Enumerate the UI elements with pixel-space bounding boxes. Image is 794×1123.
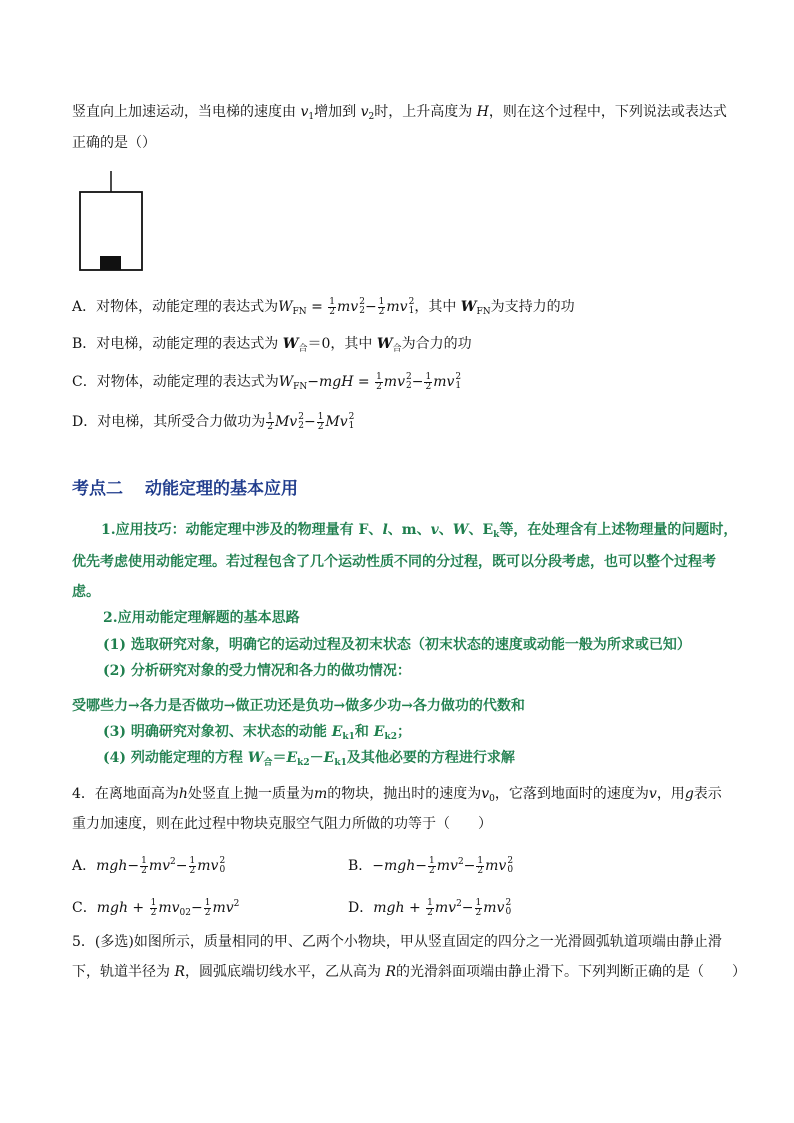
subscript: 2 <box>359 306 365 316</box>
text: 增加到 <box>314 104 361 120</box>
var-mv: mv <box>433 374 455 390</box>
superscript: 2 <box>170 857 176 867</box>
subscript: k2 <box>297 758 310 768</box>
var-mgh: mgh <box>373 900 405 916</box>
minus: − <box>175 858 188 874</box>
var-e: E <box>286 750 298 766</box>
var-v: v <box>430 522 439 538</box>
q4-option-c <box>72 894 239 923</box>
option-text: ，其中 <box>414 299 461 315</box>
text: 1.应用技巧：动能定理中涉及的物理量有 F、 <box>101 522 383 538</box>
var-e: E <box>331 724 343 740</box>
superscript: 2 <box>505 898 512 908</box>
step-1: (1) 选取研究对象，明确它的运动过程及初末状态（初末状态的速度或动能一般为所求或已知） <box>103 637 691 653</box>
equals: = <box>306 299 328 315</box>
denominator: 2 <box>141 865 147 876</box>
numerator: 1 <box>429 855 435 866</box>
var-e: E <box>323 750 335 766</box>
step-2-flow: 受哪些力→各力是否做功→做正功还是负功→做多少功→各力做功的代数和 <box>72 698 525 714</box>
fraction <box>375 373 383 392</box>
minus: − <box>415 858 428 874</box>
denominator: 2 <box>376 381 382 392</box>
option-label: A． <box>72 858 97 874</box>
option-text: 为支持力的功 <box>490 299 575 315</box>
denominator: 2 <box>150 907 157 918</box>
text: 表示 <box>693 786 722 802</box>
numerator: 1 <box>141 855 147 866</box>
text: 的物块，抛出时的速度为 <box>327 786 482 802</box>
var-mv: mv <box>434 900 457 916</box>
sup-sub <box>507 857 513 875</box>
var-mgh: −mgh <box>372 858 416 874</box>
text: 、m、 <box>387 522 431 538</box>
var-r: R <box>385 964 396 980</box>
option-text: D．对电梯，其所受合力做功为 <box>72 414 266 430</box>
text: ； <box>396 724 411 740</box>
tips-line-2: 优先考虑使用动能定理。若过程包含了几个运动性质不同的分过程，既可以分段考虑，也可以整个过程考 <box>72 554 716 570</box>
subscript: k1 <box>334 758 347 768</box>
fraction <box>317 413 325 432</box>
numerator: 1 <box>425 371 432 382</box>
var-mv: mv <box>337 299 359 315</box>
var-v: v <box>648 786 657 802</box>
subscript: 02 <box>179 908 191 918</box>
text: ＝ <box>272 750 287 766</box>
var-mv: mv <box>483 900 505 916</box>
text: ，它落到地面时的速度为 <box>494 786 649 802</box>
plus: + <box>127 900 149 916</box>
minus: − <box>364 299 377 315</box>
var-v: v <box>481 786 490 802</box>
numerator: 1 <box>378 296 385 307</box>
numerator: 1 <box>376 371 382 382</box>
q4-option-b <box>348 852 513 876</box>
denominator: 2 <box>477 865 484 876</box>
text: ，圆弧底端切线水平，乙从高为 <box>185 964 386 980</box>
fraction <box>424 373 432 392</box>
q4-option-a <box>72 852 225 876</box>
numerator: 1 <box>427 897 433 908</box>
minus: − <box>303 414 316 430</box>
fraction <box>150 899 158 918</box>
q4-stem-line-1 <box>72 784 722 809</box>
plus: + <box>404 900 426 916</box>
superscript: 2 <box>233 899 240 909</box>
text: 和 <box>354 724 374 740</box>
subscript: 合 <box>392 344 402 354</box>
sup-sub <box>349 413 355 431</box>
text: (4) 列动能定理的方程 <box>103 750 248 766</box>
option-text: 为合力的功 <box>401 336 472 352</box>
q3-option-a <box>72 297 575 322</box>
minus: − <box>307 374 319 390</box>
equals: = <box>353 374 375 390</box>
var-mv: mv <box>158 900 180 916</box>
var-mgh: mgh <box>96 858 128 874</box>
fraction <box>328 298 336 317</box>
text: 时，上升高度为 <box>374 104 477 120</box>
sup-sub <box>219 857 225 875</box>
superscript: 2 <box>408 297 415 307</box>
text: － <box>309 750 324 766</box>
subscript: 合 <box>298 344 308 354</box>
var-e: E <box>373 724 385 740</box>
var-mgh: mgH <box>318 374 354 390</box>
numerator: 1 <box>189 855 196 866</box>
subscript: FN <box>293 382 308 392</box>
elevator-figure <box>76 168 146 274</box>
numerator: 1 <box>204 897 211 908</box>
subscript: 0 <box>507 865 514 875</box>
fraction <box>378 298 386 317</box>
q3-stem-line-1 <box>72 102 727 127</box>
subscript: 2 <box>368 112 375 122</box>
subscript: 2 <box>298 421 304 431</box>
minus: − <box>411 374 424 390</box>
superscript: 2 <box>298 412 304 422</box>
step-3 <box>103 722 411 747</box>
var-h: h <box>178 786 188 802</box>
option-text: ＝0，其中 <box>307 336 377 352</box>
text: 4．在离地面高为 <box>72 786 179 802</box>
step-4 <box>103 748 515 773</box>
tips-line-1 <box>101 520 737 545</box>
text: (3) 明确研究对象初、末状态的动能 <box>103 724 332 740</box>
subscript: 2 <box>405 381 412 391</box>
superscript: 2 <box>455 372 462 382</box>
var-w: W <box>278 299 293 315</box>
var-m: m <box>313 786 328 802</box>
var-mv: mv <box>212 900 234 916</box>
steps-title: 2.应用动能定理解题的基本思路 <box>103 610 300 626</box>
denominator: 2 <box>267 421 273 432</box>
var-w: W <box>278 374 294 390</box>
superscript: 2 <box>219 856 226 866</box>
superscript: 2 <box>359 297 365 307</box>
superscript: 2 <box>348 412 355 422</box>
var-mgh: mgh <box>96 900 128 916</box>
superscript: 2 <box>507 856 514 866</box>
text: 及其他必要的方程进行求解 <box>346 750 515 766</box>
option-label: D． <box>348 900 374 916</box>
denominator: 2 <box>429 865 435 876</box>
fraction <box>204 899 212 918</box>
subscript: k <box>493 530 500 540</box>
q4-option-d <box>348 894 511 918</box>
text: 、 <box>438 522 453 538</box>
minus: − <box>463 858 476 874</box>
subscript: k2 <box>384 732 397 742</box>
subscript: 0 <box>505 907 512 917</box>
var-mv: mv <box>197 858 219 874</box>
text: 、E <box>468 522 494 538</box>
subscript: k1 <box>342 732 355 742</box>
text: 下，轨道半径为 <box>72 964 175 980</box>
fraction <box>476 857 484 876</box>
denominator: 2 <box>475 907 482 918</box>
text: 处竖直上抛一质量为 <box>187 786 314 802</box>
var-mv: Mv <box>274 414 298 430</box>
subscript: FN <box>292 307 307 317</box>
option-label: B． <box>348 858 373 874</box>
q3-option-d <box>72 412 354 432</box>
numerator: 1 <box>329 296 336 307</box>
var-w: W <box>460 299 477 315</box>
text: ，用 <box>656 786 685 802</box>
denominator: 2 <box>189 865 196 876</box>
option-text: C．对物体，动能定理的表达式为 <box>72 374 279 390</box>
denominator: 2 <box>204 907 211 918</box>
q5-stem-line-2 <box>72 962 746 982</box>
var-v: v <box>360 104 369 120</box>
tips-line-3: 虑。 <box>72 584 100 600</box>
var-v: v <box>300 104 309 120</box>
object-block <box>100 256 121 270</box>
var-mv: mv <box>383 374 405 390</box>
q4-stem-line-2: 重力加速度，则在此过程中物块克服空气阻力所做的功等于（ ） <box>72 816 492 832</box>
subscript: 1 <box>308 112 315 122</box>
var-mv: mv <box>485 858 507 874</box>
denominator: 2 <box>317 421 324 432</box>
q3-option-c <box>72 372 461 397</box>
fraction <box>140 857 148 876</box>
numerator: 1 <box>317 411 324 422</box>
superscript: 2 <box>405 372 412 382</box>
subscript: 合 <box>263 758 273 768</box>
var-mv: mv <box>436 858 458 874</box>
subscript: 1 <box>455 381 462 391</box>
option-text: A．对物体，动能定理的表达式为 <box>72 299 279 315</box>
var-r: R <box>174 964 185 980</box>
minus: − <box>191 900 203 916</box>
sup-sub <box>505 899 511 917</box>
superscript: 2 <box>456 899 462 909</box>
denominator: 2 <box>425 381 432 392</box>
var-w: W <box>452 522 469 538</box>
numerator: 1 <box>267 411 273 422</box>
var-w: W <box>247 750 264 766</box>
subscript: FN <box>476 307 491 317</box>
fraction <box>428 857 436 876</box>
subscript: 1 <box>408 306 415 316</box>
var-h: H <box>476 104 489 120</box>
numerator: 1 <box>150 897 157 908</box>
step-2: (2) 分析研究对象的受力情况和各力的做功情况： <box>103 663 411 679</box>
q3-option-b <box>72 334 472 359</box>
text: 的光滑斜面项端由静止滑下。下列判断正确的是（ ） <box>396 964 746 980</box>
subscript: 1 <box>348 421 355 431</box>
var-mv: mv <box>148 858 171 874</box>
section-number: 考点二 <box>72 479 123 499</box>
q5-stem-line-1: 5．(多选)如图所示，质量相同的甲、乙两个小物块，甲从竖直固定的四分之一光滑圆弧轨道项端由静止滑 <box>72 934 722 950</box>
subscript: 0 <box>219 865 226 875</box>
var-w: W <box>376 336 393 352</box>
var-l: l <box>382 522 388 538</box>
fraction <box>426 899 434 918</box>
numerator: 1 <box>477 855 484 866</box>
q3-stem-line-2: 正确的是（） <box>72 135 156 151</box>
text: 竖直向上加速运动，当电梯的速度由 <box>72 104 301 120</box>
numerator: 1 <box>475 897 482 908</box>
denominator: 2 <box>329 306 336 317</box>
section-title: 动能定理的基本应用 <box>145 479 298 499</box>
minus: − <box>461 900 474 916</box>
minus: − <box>127 858 140 874</box>
subscript: 0 <box>489 794 495 804</box>
denominator: 2 <box>427 907 433 918</box>
section-heading <box>72 478 298 500</box>
fraction <box>266 413 274 432</box>
var-mv: mv <box>386 299 408 315</box>
var-g: g <box>684 786 694 802</box>
sup-sub <box>455 373 461 391</box>
option-text: B．对电梯，动能定理的表达式为 <box>72 336 283 352</box>
superscript: 2 <box>457 857 464 867</box>
denominator: 2 <box>378 306 385 317</box>
option-label: C． <box>72 900 97 916</box>
text: ，则在这个过程中，下列说法或表达式 <box>488 104 727 120</box>
fraction <box>475 899 483 918</box>
var-mv: Mv <box>325 414 348 430</box>
text: 等，在处理含有上述物理量的问题时， <box>499 522 738 538</box>
fraction <box>189 857 197 876</box>
var-w: W <box>282 336 299 352</box>
